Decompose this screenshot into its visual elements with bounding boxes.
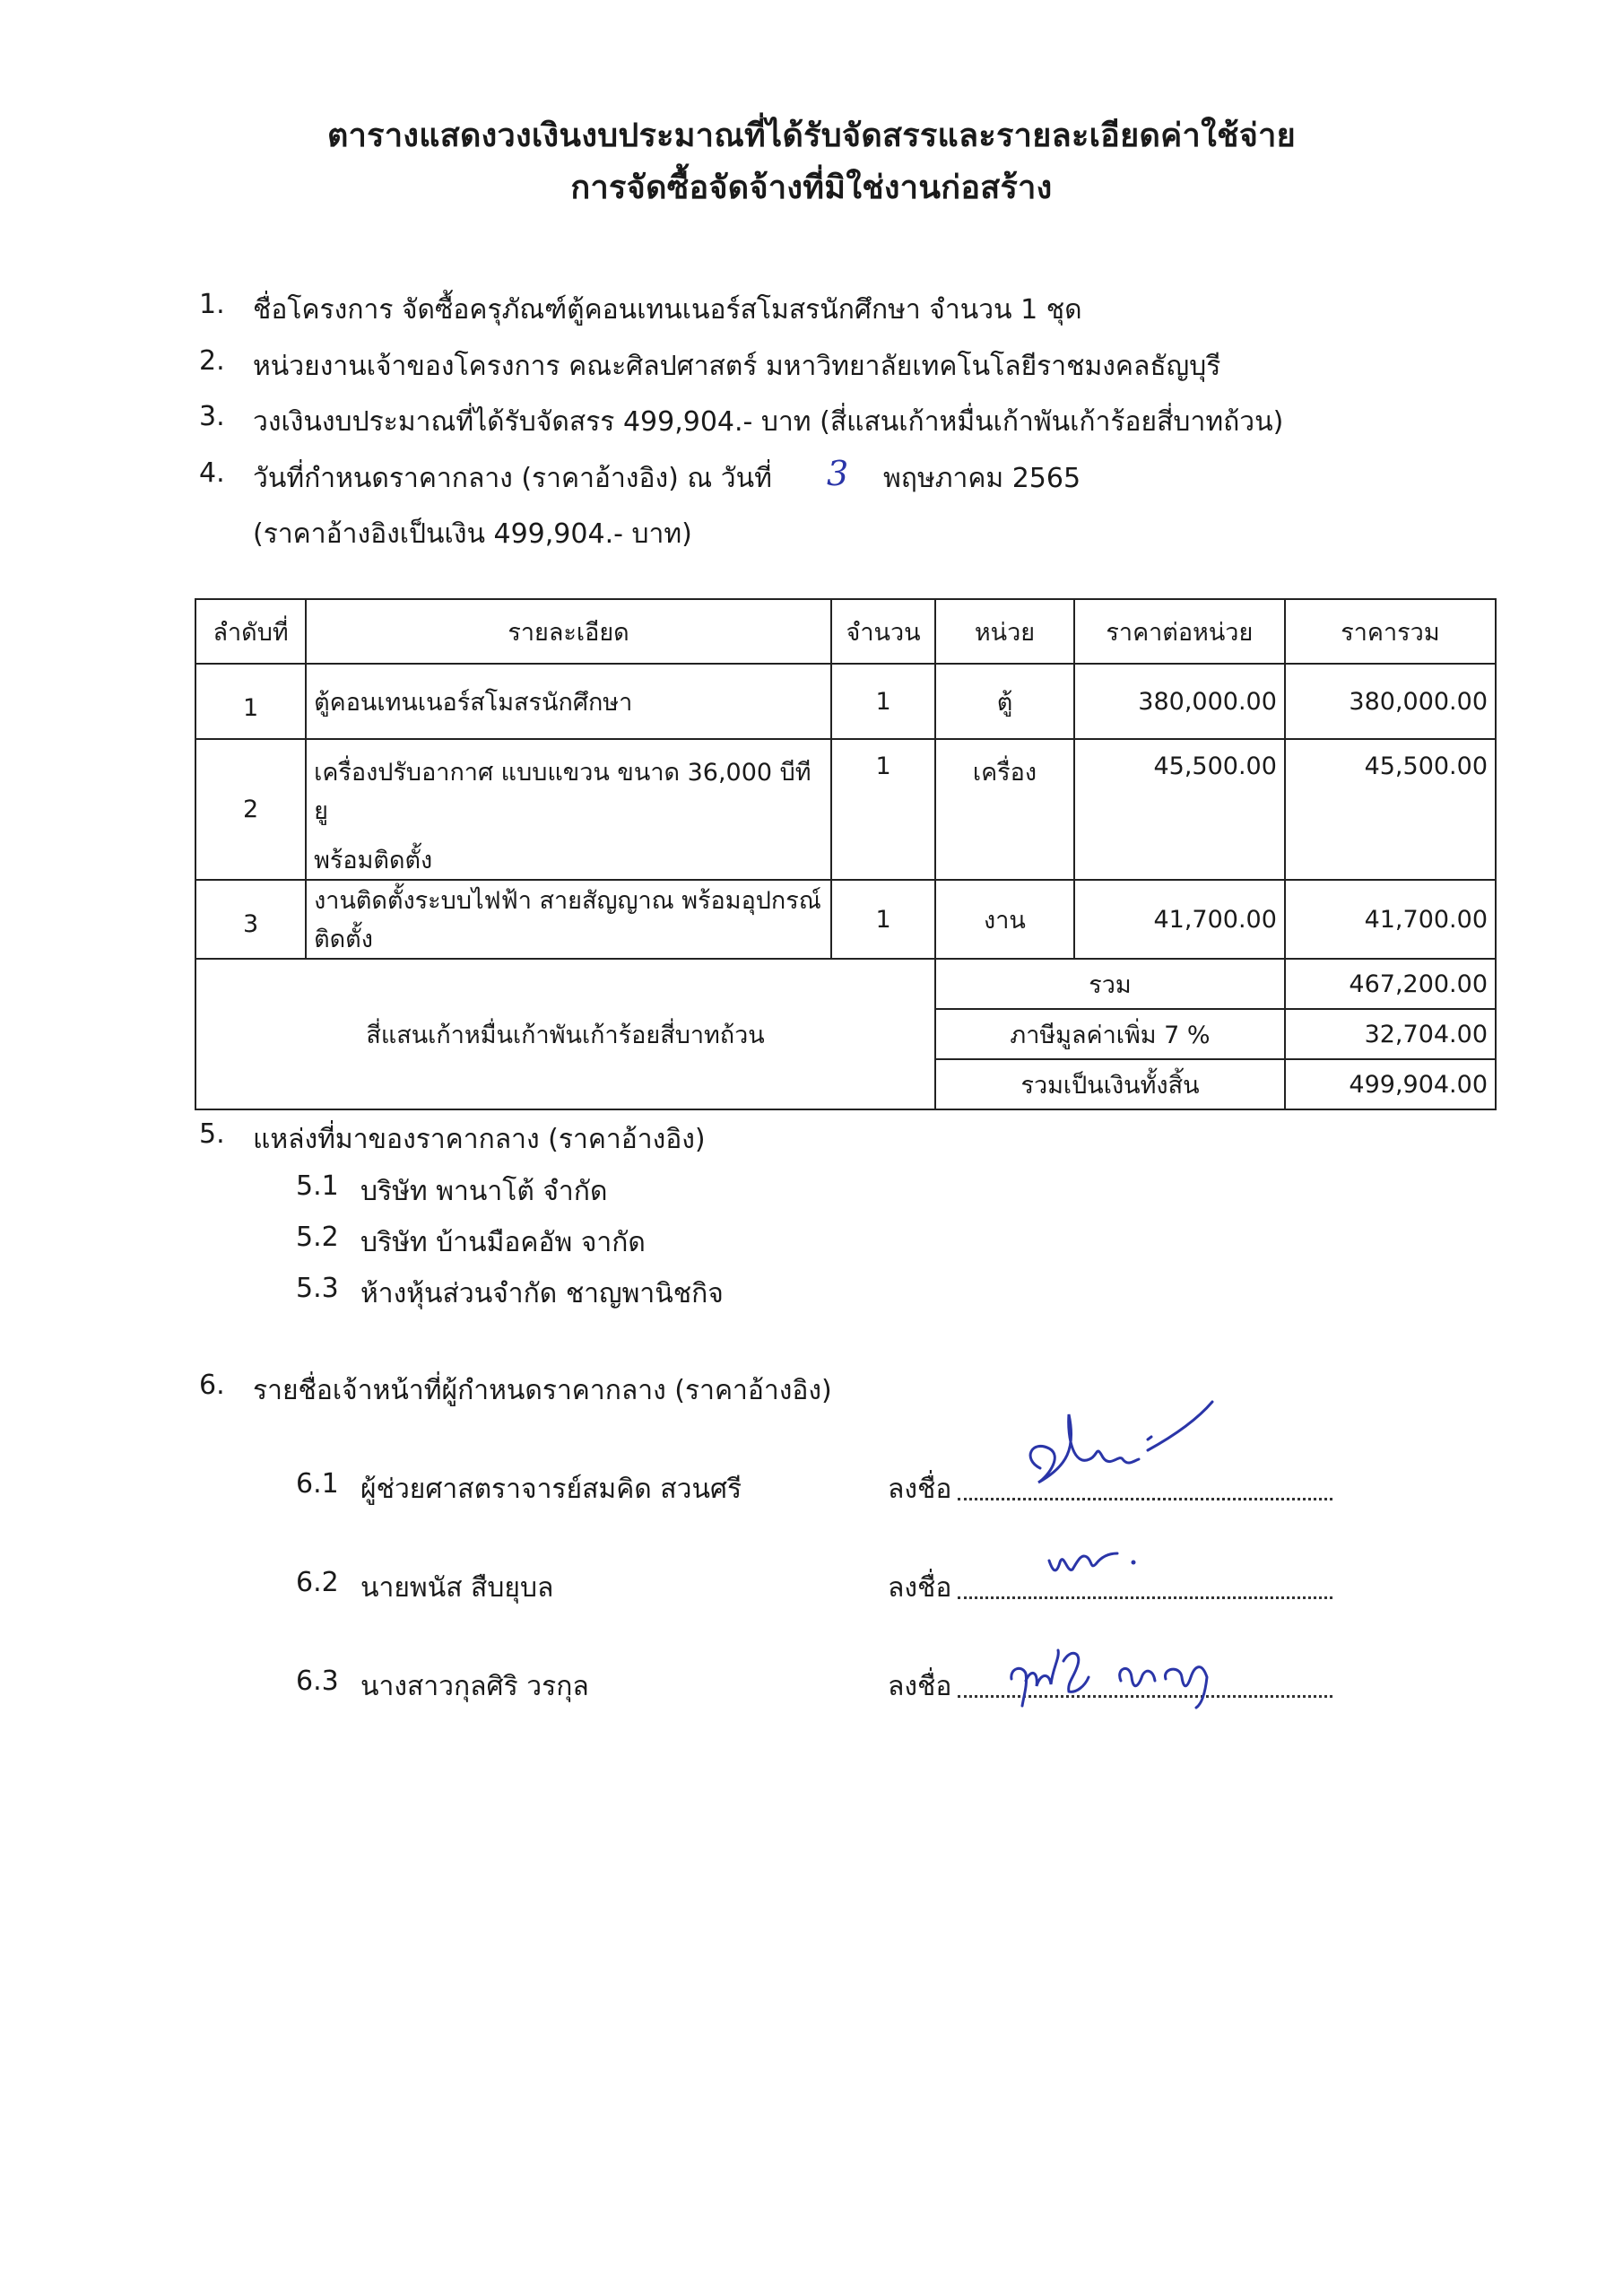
item-3-number: 3. <box>199 401 225 432</box>
header-unit: หน่วย <box>935 599 1074 664</box>
official-6-2-signature <box>1040 1534 1148 1587</box>
row-unit-price: 45,500.00 <box>1074 739 1285 880</box>
subtotal-label: รวม <box>935 959 1285 1009</box>
item-4-month-year: พฤษภาคม 2565 <box>883 463 1081 494</box>
header-quantity: จำนวน <box>831 599 935 664</box>
header-detail: รายละเอียด <box>306 599 831 664</box>
header-unit-price: ราคาต่อหน่วย <box>1074 599 1285 664</box>
row-unit-price: 41,700.00 <box>1074 880 1285 959</box>
section-6-title: รายชื่อเจ้าหน้าที่ผู้กำหนดราคากลาง (ราคาอ้างอิง) <box>253 1375 832 1406</box>
header-total-price: ราคารวม <box>1285 599 1496 664</box>
item-4-handwritten-day: 3 <box>827 454 849 493</box>
source-5-2-name: บริษัท บ้านมือคอัพ จากัด <box>360 1227 646 1258</box>
row-unit: เครื่อง <box>935 739 1074 880</box>
row-description: ตู้คอนเทนเนอร์สโมสรนักศึกษา <box>306 664 831 739</box>
item-4-date-label: วันที่กำหนดราคากลาง (ราคาอ้างอิง) ณ วันที่ <box>253 463 772 494</box>
row-description-cell <box>306 739 831 880</box>
table-header-row <box>195 599 1496 664</box>
official-6-1-signature <box>1013 1395 1219 1502</box>
header-order: ลำดับที่ <box>195 599 306 664</box>
official-6-2-number: 6.2 <box>296 1567 339 1598</box>
row-total-price: 380,000.00 <box>1285 664 1496 739</box>
vat-value: 32,704.00 <box>1285 1009 1496 1059</box>
row-total-price: 45,500.00 <box>1285 739 1496 880</box>
grand-total-label: รวมเป็นเงินทั้งสิ้น <box>935 1059 1285 1109</box>
subtotal-value: 467,200.00 <box>1285 959 1496 1009</box>
official-6-3-signature <box>1004 1641 1237 1713</box>
summary-row-subtotal <box>195 959 1496 1009</box>
table-row <box>195 664 1496 739</box>
row-unit: งาน <box>935 880 1074 959</box>
official-6-1-name: ผู้ช่วยศาสตราจารย์สมคิด สวนศรี <box>360 1474 742 1505</box>
official-6-1-sign-label: ลงชื่อ <box>888 1474 952 1505</box>
row-number: 2 <box>195 739 306 880</box>
vat-label: ภาษีมูลค่าเพิ่ม 7 % <box>935 1009 1285 1059</box>
official-6-3-name: นางสาวกุลศิริ วรกุล <box>360 1671 589 1702</box>
source-5-1-number: 5.1 <box>296 1170 339 1202</box>
row-quantity: 1 <box>831 880 935 959</box>
row-number: 3 <box>195 880 306 959</box>
row-total-price: 41,700.00 <box>1285 880 1496 959</box>
item-1-project-name: ชื่อโครงการ จัดซื้อครุภัณฑ์ตู้คอนเทนเนอร์สโมสรนักศึกษา จำนวน 1 ชุด <box>253 294 1082 326</box>
row-unit-price: 380,000.00 <box>1074 664 1285 739</box>
item-2-project-owner: หน่วยงานเจ้าของโครงการ คณะศิลปศาสตร์ มหาวิทยาลัยเทคโนโลยีราชมงคลธัญบุรี <box>253 351 1221 382</box>
source-5-2-number: 5.2 <box>296 1222 339 1253</box>
official-6-2-name: นายพนัส สืบยุบล <box>360 1572 554 1604</box>
source-5-3-number: 5.3 <box>296 1273 339 1304</box>
grand-total-value: 499,904.00 <box>1285 1059 1496 1109</box>
official-6-1-number: 6.1 <box>296 1468 339 1500</box>
item-4-number: 4. <box>199 457 225 489</box>
table-row <box>195 739 1496 880</box>
row-number: 1 <box>195 664 306 739</box>
section-6-number: 6. <box>199 1370 225 1401</box>
section-5-title: แหล่งที่มาของราคากลาง (ราคาอ้างอิง) <box>253 1124 706 1155</box>
source-5-3-name: ห้างหุ้นส่วนจำกัด ชาญพานิชกิจ <box>360 1278 724 1309</box>
row-quantity: 1 <box>831 739 935 880</box>
official-6-2-sign-label: ลงชื่อ <box>888 1572 952 1604</box>
official-6-3-sign-label: ลงชื่อ <box>888 1671 952 1702</box>
row-description: งานติดตั้งระบบไฟฟ้า สายสัญญาณ พร้อมอุปกรณ์ติดตั้ง <box>306 880 831 959</box>
official-6-3-number: 6.3 <box>296 1665 339 1697</box>
source-5-1-name: บริษัท พานาโต้ จำกัด <box>360 1176 608 1207</box>
cost-table <box>195 598 1497 1110</box>
item-2-number: 2. <box>199 345 225 377</box>
table-row <box>195 880 1496 959</box>
row-quantity: 1 <box>831 664 935 739</box>
amount-in-words: สี่แสนเก้าหมื่นเก้าพันเก้าร้อยสี่บาทถ้วน <box>195 959 935 1109</box>
row-description: เครื่องปรับอากาศ แบบแขวน ขนาด 36,000 บีทียู <box>314 759 812 825</box>
item-3-budget: วงเงินงบประมาณที่ได้รับจัดสรร 499,904.- บาท (สี่แสนเก้าหมื่นเก้าพันเก้าร้อยสี่บาทถ้วน) <box>253 406 1284 438</box>
row-unit: ตู้ <box>935 664 1074 739</box>
section-5-number: 5. <box>199 1118 225 1150</box>
document-title: ตารางแสดงวงเงินงบประมาณที่ได้รับจัดสรรและรายละเอียดค่าใช้จ่าย <box>326 117 1296 154</box>
official-6-2-signature-line <box>958 1596 1332 1599</box>
document-subtitle: การจัดซื้อจัดจ้างที่มิใช่งานก่อสร้าง <box>570 170 1053 206</box>
item-1-number: 1. <box>199 289 225 320</box>
row-description-line2: พร้อมติดตั้ง <box>314 847 433 874</box>
reference-price-note: (ราคาอ้างอิงเป็นเงิน 499,904.- บาท) <box>253 518 692 550</box>
